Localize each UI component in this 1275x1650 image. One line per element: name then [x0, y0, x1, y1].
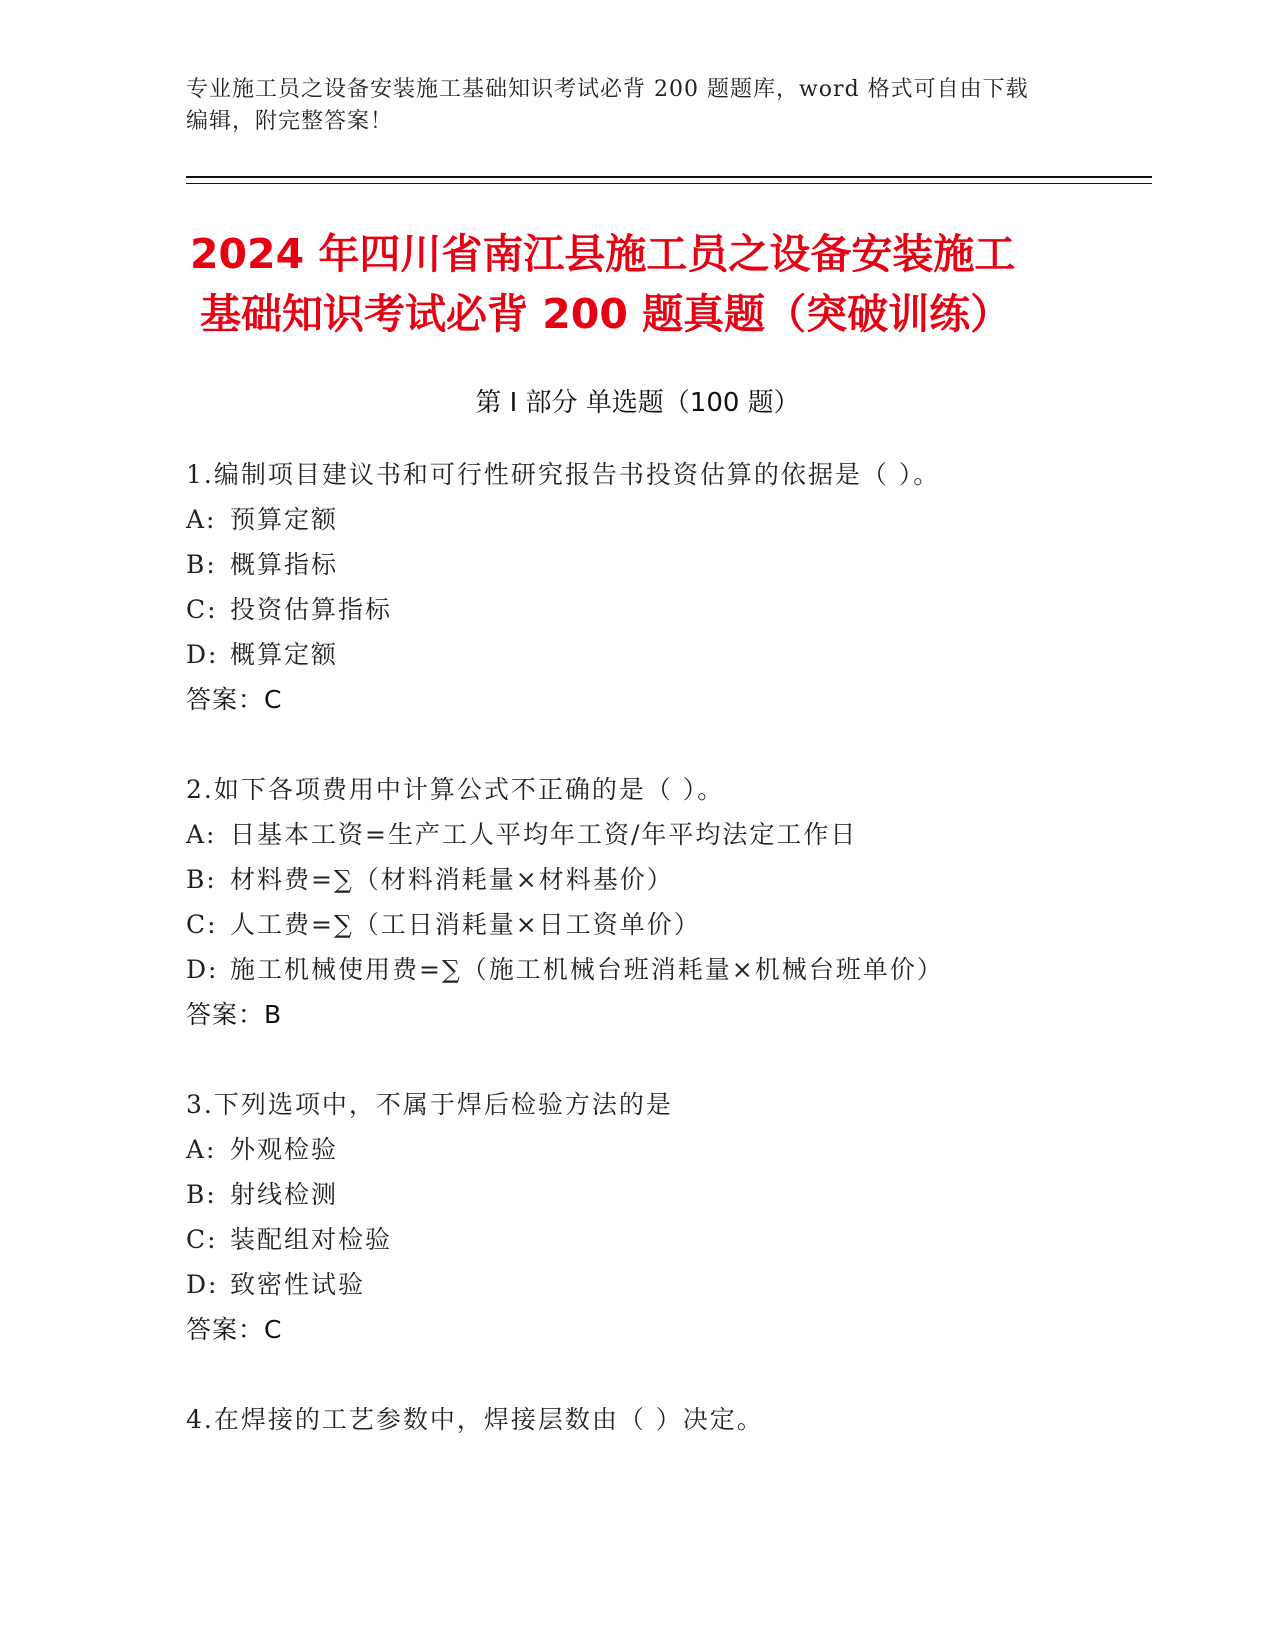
option-text: 人工费=∑（工日消耗量×日工资单价） — [230, 910, 701, 939]
answer-line: 答案：B — [186, 1000, 283, 1029]
answer-line: 答案：C — [186, 1315, 283, 1344]
header-note — [186, 74, 1066, 138]
option-key: B: — [186, 1180, 217, 1209]
option-b — [186, 1172, 1136, 1217]
question-3 — [186, 1082, 1136, 1352]
option-key: C: — [186, 1225, 218, 1254]
title-line-2: 基础知识考试必背 200 题真题（突破训练） — [200, 290, 1012, 338]
option-c — [186, 902, 1136, 947]
option-key: C: — [186, 595, 218, 624]
question-1 — [186, 452, 1136, 722]
question-stem: 4.在焊接的工艺参数中，焊接层数由（ ）决定。 — [186, 1405, 764, 1434]
option-text: 日基本工资=生产工人平均年工资/年平均法定工作日 — [230, 820, 858, 849]
option-d — [186, 947, 1136, 992]
option-text: 材料费=∑（材料消耗量×材料基价） — [230, 865, 674, 894]
question-2 — [186, 767, 1136, 1037]
option-b — [186, 857, 1136, 902]
option-text: 外观检验 — [230, 1135, 339, 1164]
option-text: 装配组对检验 — [230, 1225, 393, 1254]
section-title: 第 I 部分 单选题（100 题） — [475, 388, 800, 418]
option-text: 射线检测 — [230, 1180, 339, 1209]
option-key: A: — [186, 1135, 217, 1164]
option-key: A: — [186, 505, 217, 534]
header-rule-thick — [186, 176, 1152, 178]
option-text: 概算定额 — [230, 640, 339, 669]
option-a — [186, 812, 1136, 857]
option-key: D: — [186, 955, 219, 984]
option-text: 投资估算指标 — [230, 595, 393, 624]
question-4 — [186, 1397, 1136, 1442]
question-stem: 3.下列选项中，不属于焊后检验方法的是 — [186, 1090, 673, 1119]
option-key: C: — [186, 910, 218, 939]
option-key: B: — [186, 865, 217, 894]
option-key: D: — [186, 1270, 219, 1299]
option-key: A: — [186, 820, 217, 849]
option-d — [186, 1262, 1136, 1307]
header-note-line-1: 专业施工员之设备安装施工基础知识考试必背 200 题题库，word 格式可自由下载 — [186, 77, 1029, 102]
option-key: D: — [186, 640, 219, 669]
header-note-line-2: 编辑，附完整答案！ — [186, 109, 394, 134]
option-d — [186, 632, 1136, 677]
title-line-1: 2024 年四川省南江县施工员之设备安装施工 — [190, 230, 1016, 278]
option-text: 致密性试验 — [230, 1270, 366, 1299]
header-rule-thin — [186, 183, 1152, 184]
option-c — [186, 587, 1136, 632]
option-c — [186, 1217, 1136, 1262]
option-text: 概算指标 — [230, 550, 339, 579]
option-a — [186, 497, 1136, 542]
option-b — [186, 542, 1136, 587]
document-title — [190, 224, 1090, 344]
option-text: 预算定额 — [230, 505, 339, 534]
option-key: B: — [186, 550, 217, 579]
option-text: 施工机械使用费=∑（施工机械台班消耗量×机械台班单价） — [230, 955, 944, 984]
option-a — [186, 1127, 1136, 1172]
question-stem: 1.编制项目建议书和可行性研究报告书投资估算的依据是（ ）。 — [186, 460, 941, 489]
answer-line: 答案：C — [186, 685, 283, 714]
question-stem: 2.如下各项费用中计算公式不正确的是（ ）。 — [186, 775, 725, 804]
